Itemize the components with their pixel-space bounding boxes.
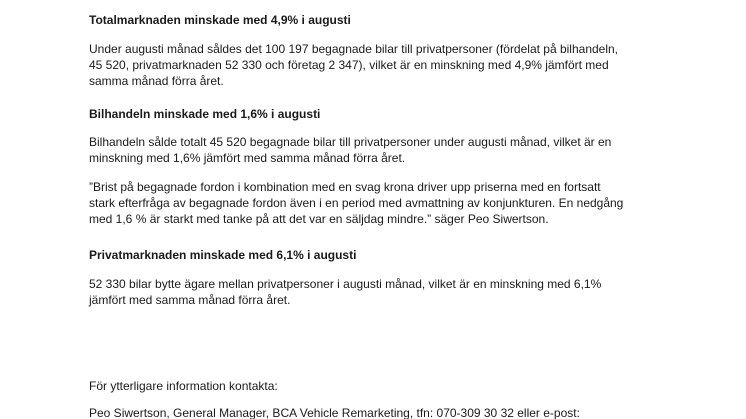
contact-intro — [89, 378, 689, 394]
paragraph-quote — [89, 179, 689, 227]
contact-line — [89, 405, 689, 419]
paragraph-car-dealers — [89, 134, 689, 166]
text-line: 52 330 bilar bytte ägare mellan privatpersoner i augusti månad, vilket är en minskning med 6,1% — [89, 277, 602, 291]
text-line: Peo Siwertson, General Manager, BCA Vehicle Remarketing, tfn: 070-309 30 32 eller e-post: — [89, 406, 580, 419]
text-line: Bilhandeln sålde totalt 45 520 begagnade bilar till privatpersoner under augusti månad, vilket är en — [89, 135, 612, 149]
text-line: 45 520, privatmarknaden 52 330 och företag 2 347), vilket är en minskning med 4,9% jämfört med — [89, 58, 609, 72]
text-line: samma månad förra året. — [89, 74, 224, 88]
text-line: ”Brist på begagnade fordon i kombination med en svag krona driver upp priserna med en fortsatt — [89, 180, 601, 194]
text-line: stark efterfråga av begagnade fordon även i en period med avmattning av konjunkturen. En nedgång — [89, 196, 624, 210]
text-line: Under augusti månad såldes det 100 197 begagnade bilar till privatpersoner (fördelat på bilhandeln, — [89, 42, 619, 56]
text-line: jämfört med samma månad förra året. — [89, 293, 291, 307]
section-heading-private-market: Privatmarknaden minskade med 6,1% i augusti — [89, 248, 357, 262]
section-heading-car-dealers: Bilhandeln minskade med 1,6% i augusti — [89, 107, 321, 121]
paragraph-private-market — [89, 276, 689, 308]
section-heading-total-market: Totalmarknaden minskade med 4,9% i augusti — [89, 13, 351, 27]
text-line: För ytterligare information kontakta: — [89, 379, 278, 393]
text-line: med 1,6 % är starkt med tanke på att det var en säljdag mindre.” säger Peo Siwertson. — [89, 212, 549, 226]
text-line: minskning med 1,6% jämfört med samma månad förra året. — [89, 151, 406, 165]
paragraph-total-market — [89, 41, 689, 89]
